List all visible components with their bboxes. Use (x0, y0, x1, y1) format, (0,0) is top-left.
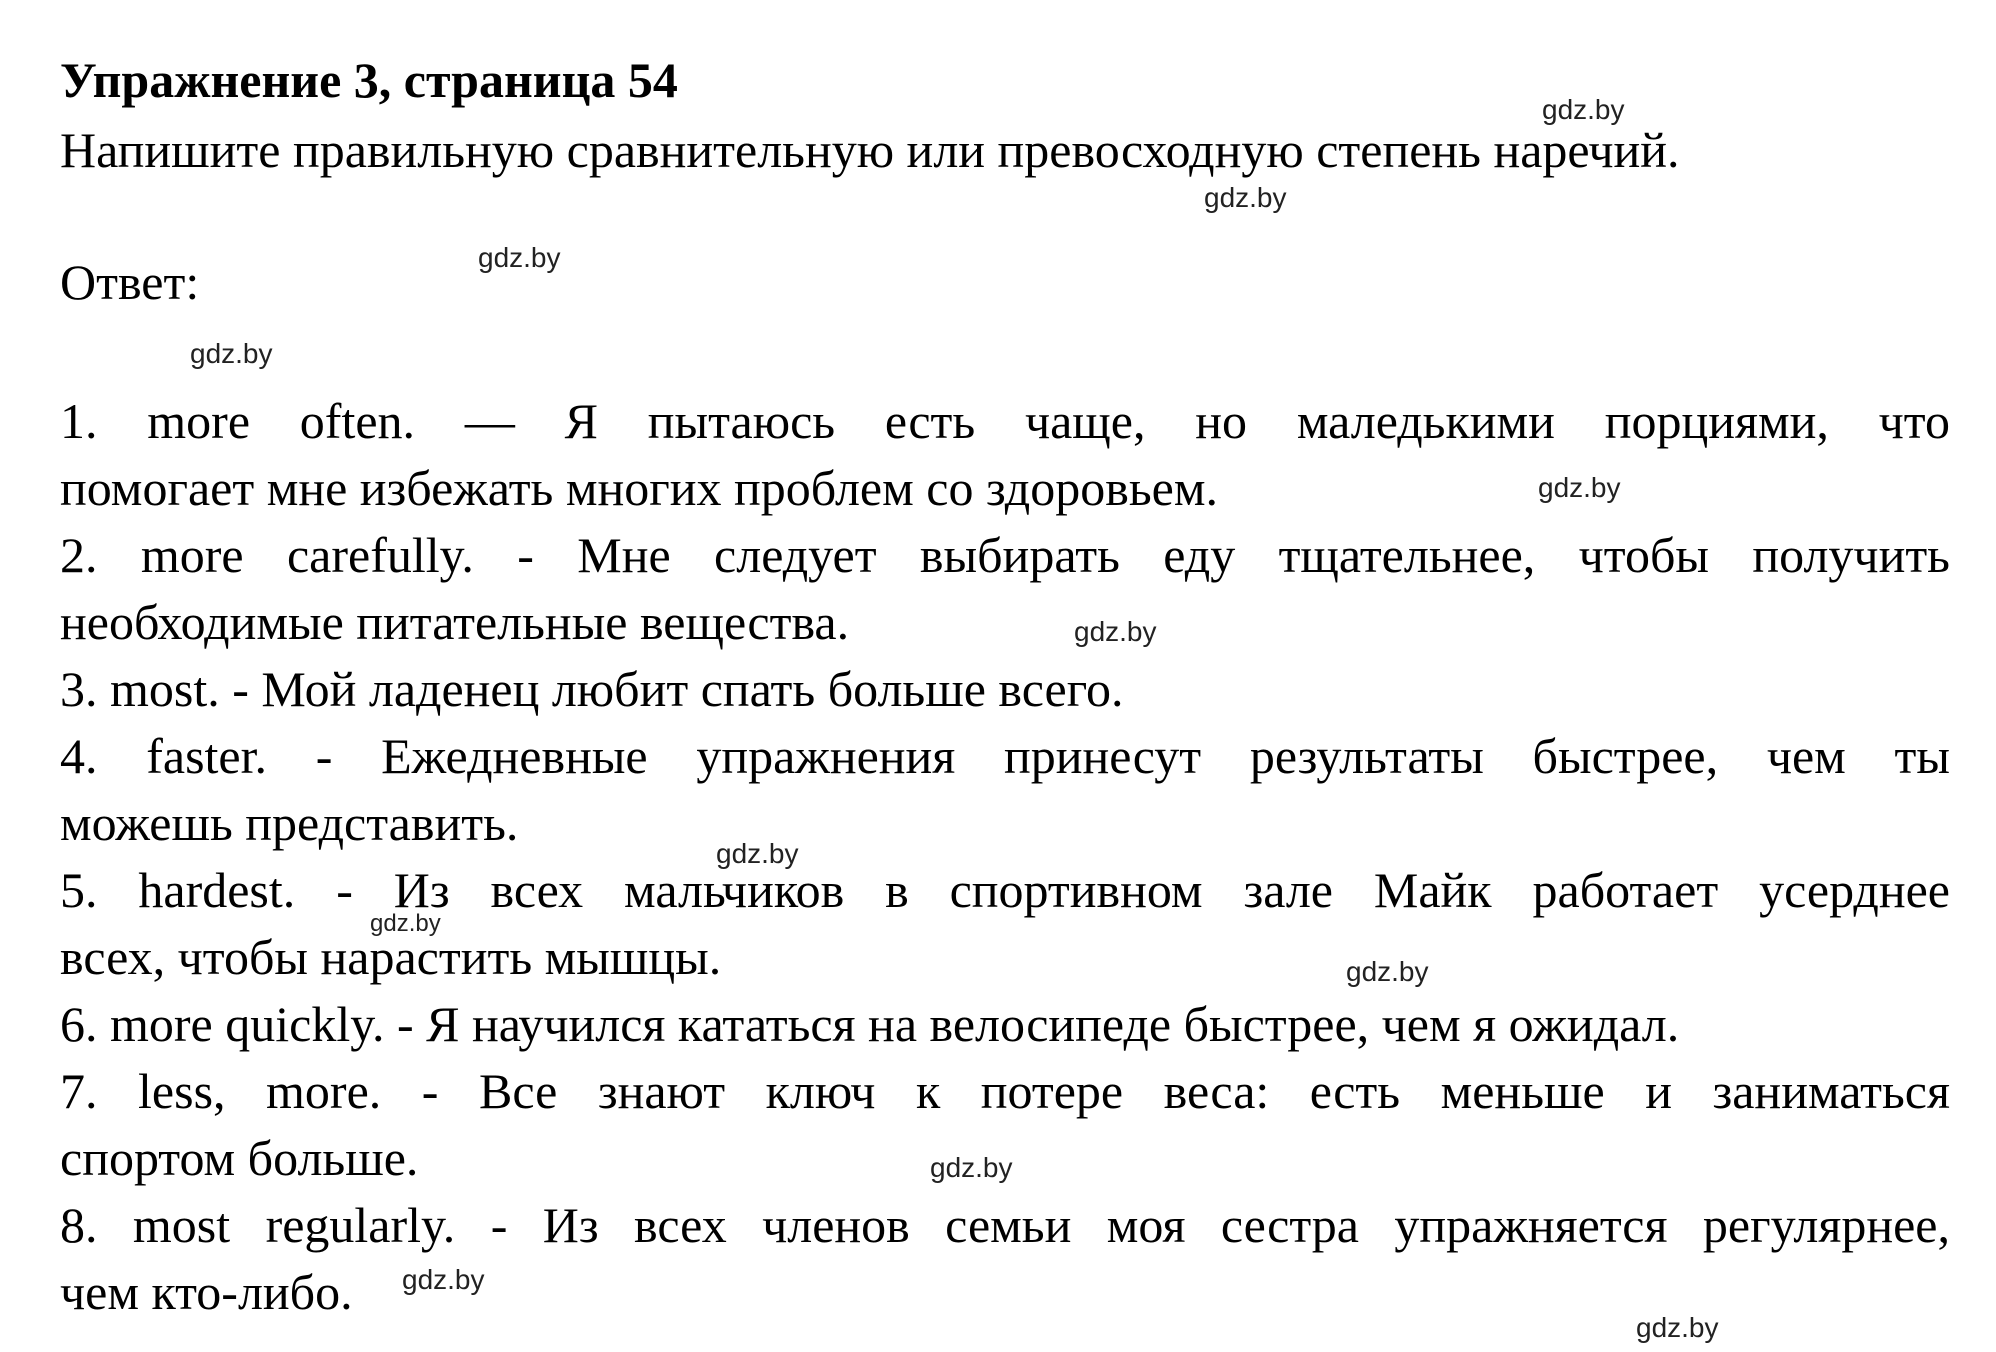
task-text: Напишите правильную сравнительную или превосходную степень наречий. (60, 122, 1680, 178)
watermark: gdz.by (190, 338, 273, 369)
watermark: gdz.by (1346, 956, 1429, 987)
answer-6-line-1: 6. more quickly. - Я научился кататься на велосипеде быстрее, чем я ожидал. (60, 996, 1680, 1052)
answer-7-line-2: спортом больше. (60, 1130, 419, 1186)
answer-8-line-2: чем кто-либо. (60, 1264, 353, 1320)
watermark: gdz.by (478, 242, 561, 273)
answer-7-line-1: 7. less, more. - Все знают ключ к потере веса: есть меньше и заниматься (60, 1063, 1950, 1119)
answer-3-line-1: 3. most. - Мой ладенец любит спать больше всего. (60, 661, 1124, 717)
watermark: gdz.by (1542, 94, 1625, 125)
watermark: gdz.by (1636, 1312, 1719, 1343)
watermark: gdz.by (370, 910, 441, 937)
watermark: gdz.by (716, 838, 799, 869)
watermark: gdz.by (1204, 182, 1287, 213)
answer-4-line-1: 4. faster. - Ежедневные упражнения принесут результаты быстрее, чем ты (60, 728, 1950, 784)
watermark: gdz.by (930, 1152, 1013, 1183)
answer-2-line-2: необходимые питательные вещества. (60, 594, 850, 650)
answer-1-line-2: помогает мне избежать многих проблем со здоровьем. (60, 460, 1218, 516)
answer-4-line-2: можешь представить. (60, 795, 519, 851)
watermark: gdz.by (1074, 616, 1157, 647)
answer-list (60, 388, 1950, 1326)
answer-5-line-2: всех, чтобы нарастить мышцы. (60, 929, 722, 985)
answer-8-line-1: 8. most regularly. - Из всех членов семьи моя сестра упражняется регулярнее, (60, 1197, 1950, 1253)
answer-5-line-1: 5. hardest. - Из всех мальчиков в спортивном зале Майк работает усерднее (60, 862, 1950, 918)
answer-2-line-1: 2. more carefully. - Мне следует выбирать еду тщательнее, чтобы получить (60, 527, 1950, 583)
answer-label: Ответ: (60, 254, 200, 310)
page-title: Упражнение 3, страница 54 (60, 52, 678, 108)
watermark: gdz.by (1538, 472, 1621, 503)
answer-1-line-1: 1. more often. — Я пытаюсь есть чаще, но маледькими порциями, что (60, 393, 1950, 449)
watermark: gdz.by (402, 1264, 485, 1295)
